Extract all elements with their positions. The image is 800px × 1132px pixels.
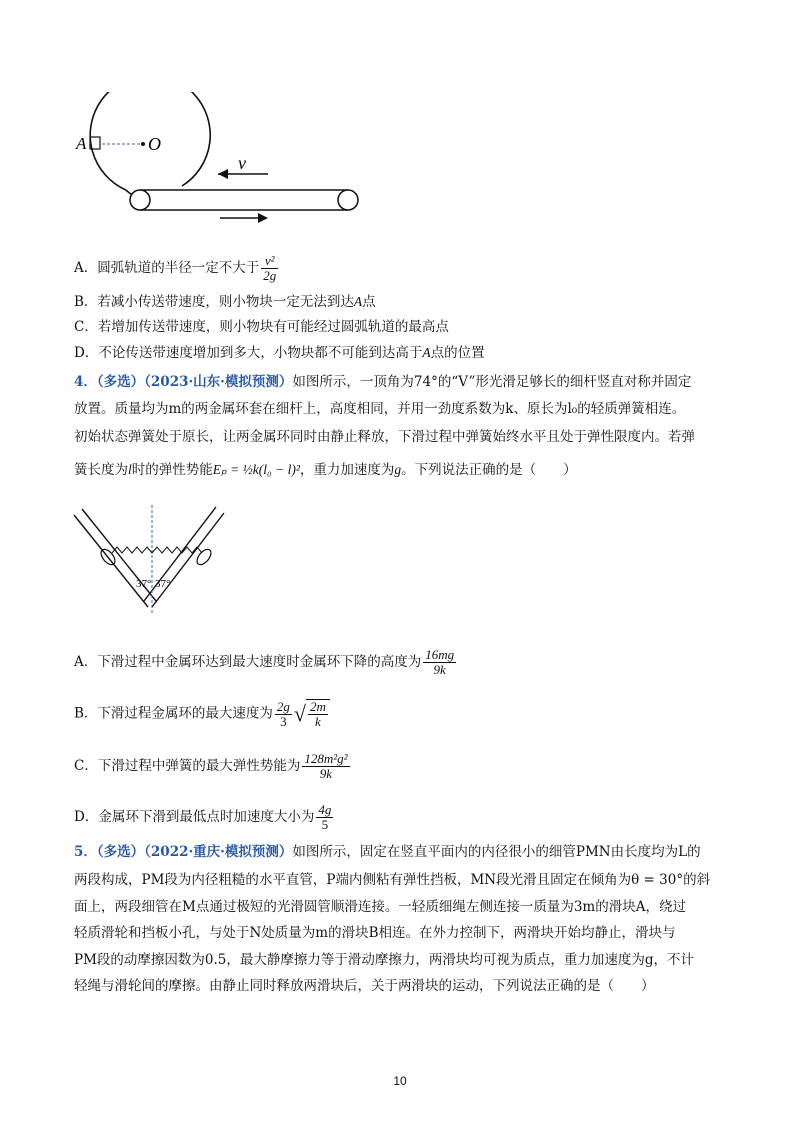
svg-text:37°: 37° [155,578,171,590]
q3-option-b: B．若减小传送带速度，则小物块一定无法到达A点 [74,294,376,310]
page-number: 10 [393,1074,407,1088]
roller-right [338,190,358,210]
question-number: 4． [74,374,97,390]
q3-option-a [74,254,280,283]
roller-left [130,190,150,210]
figure-circular-track [70,92,370,227]
center-point [141,142,145,146]
q5-line-2: 两段构成，PM段为内径粗糙的水平直管，P端内侧粘有弹性挡板，MN段光滑且固定在倾角为θ = 30°的斜 [74,872,711,888]
label-o: O [148,134,161,154]
q3-option-c: C．若增加传送带速度，则小物块有可能经过圆弧轨道的最高点 [74,319,449,335]
q5-line-1: 5．（多选）（2022·重庆·模拟预测）如图所示，固定在竖直平面内的内径很小的细管PMN由长度均为L的 [74,844,701,860]
q4-line-4: 簧长度为l时的弹性势能Eₚ = ½k(l₀ − l)²，重力加速度为g。下列说法正确的是（ ） [74,462,577,478]
spring [112,547,202,553]
svg-text:37°: 37° [136,578,152,590]
formula: Eₚ = ½k(l₀ − l)² [212,462,300,477]
q4-line-2: 放置。质量均为m的两金属环套在细杆上，高度相同，并用一劲度系数为k、原长为l₀的轻质弹簧相连。 [74,401,686,417]
q5-line-6: 轻绳与滑轮间的摩擦。由静止同时释放两滑块后，关于两滑块的运动，下列说法正确的是（ ） [74,978,655,994]
q5-line-4: 轻质滑轮和挡板小孔，与处于N处质量为m的滑块B相连。在外力控制下，两滑块开始均静止，滑块与 [74,925,676,941]
label-v: v [238,153,246,173]
q4-option-b: B．下滑过程金属环的最大速度为 $\frac{2g}{3}$ √ $\frac{2m}{k}$ [74,699,330,729]
option-prefix: A． [74,260,98,276]
option-fraction: $\frac{\text{v²}}{2g}$ [263,253,277,283]
q4-option-d: D．金属环下滑到最低点时加速度大小为 $\frac{4g}{5}$ [74,802,332,832]
option-text: 圆弧轨道的半径一定不大于 [97,260,260,276]
q5-line-3: 面上，两段细管在M点通过极短的光滑圆管顺滑连接。一轻质细绳左侧连接一质量为3m的滑块A，绕过 [74,899,686,915]
q5-line-5: PM段的动摩擦因数为0.5，最大静摩擦力等于滑动摩擦力，两滑块均可视为质点，重力加速度为g，不计 [74,952,695,968]
ring-right [194,547,213,567]
q4-option-c: C．下滑过程中弹簧的最大弹性势能为 $\frac{\text{128m²g²}}{9k}$ [74,751,348,781]
q4-line-1: 4．（多选）（2023·山东·模拟预测）如图所示，一顶角为74°的“V”形光滑足够长的细杆竖直对称并固定 [74,374,692,390]
sqrt-expression: √ $\frac{2m}{k}$ [294,699,330,729]
question-source: （2023·山东·模拟预测） [144,374,293,390]
question-tag: （多选） [96,374,145,390]
q3-option-d: D．不论传送带速度增加到多大，小物块都不可能到达高于A点的位置 [74,345,485,361]
figure-v-rods [70,503,250,613]
q4-option-a: A．下滑过程中金属环达到最大速度时金属环下降的高度为 $\frac{16mg}{9k}$ [74,647,455,677]
label-a: A [76,134,87,153]
q4-line-3: 初始状态弹簧处于原长，让两金属环同时由静止释放，下滑过程中弹簧始终水平且处于弹性限度内。若弹 [74,429,695,445]
